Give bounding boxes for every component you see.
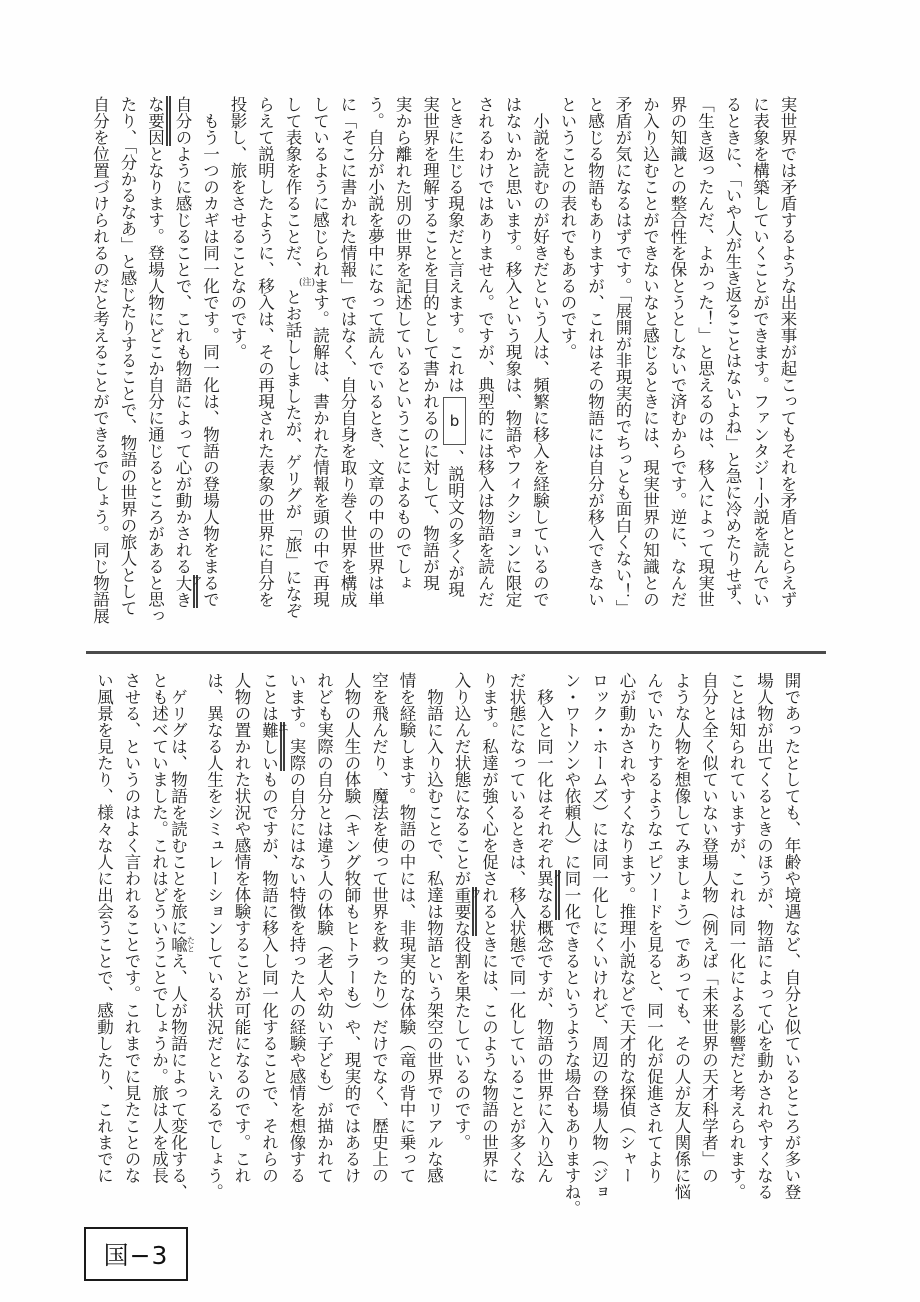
furigana-ruby: 喩 たと bbox=[168, 936, 196, 953]
underlined-text: 重要な bbox=[452, 887, 477, 937]
text-column: 情を経験します。物語の中には、非現実的な体験（竜の背中に乗って bbox=[397, 672, 416, 1184]
divider-line bbox=[86, 651, 826, 654]
text-column: 実から離れた別の世界を記述しているということによるものでしょ bbox=[393, 96, 412, 591]
blank-box-b: b bbox=[443, 397, 466, 445]
underlined-text: 大き bbox=[173, 575, 198, 608]
text-column: 矛盾が気になるはずです。「展開が非現実的でちっとも面白くない！」 bbox=[613, 96, 632, 616]
text-column: 移入と同一化はそれぞれイ異なる概念ですが、物語の世界に入り込ん bbox=[534, 672, 565, 1184]
text-column: 空を飛んだり、魔法を使って世界を救ったり）だけでなく、歴史上の bbox=[369, 672, 389, 1184]
text-column: もう一つのカギは同一化です。同一化は、物語の登場人物をまるで bbox=[200, 96, 220, 608]
text-column: 自分のように感じることで、これも物語によって心が動かされるア大き bbox=[173, 96, 203, 608]
text-column: 入り込んだ状態になることがウ重要な役割を果たしているのです。 bbox=[452, 672, 482, 1151]
text-column: させる、というのはよく言われることです。これまでに見たことのな bbox=[122, 672, 141, 1184]
text-column: ということの表れでもあるのです。 bbox=[558, 96, 577, 360]
text-column: ン・ワトソンや依頼人）に同一化できるというような場合もありますね。 bbox=[562, 672, 581, 1217]
text-column: 物語に入り込むことで、私達は物語という架空の世界でリアルな感 bbox=[424, 672, 444, 1184]
text-column: は、異なる人生をシミュレーションしている状況だといえるでしょう。 bbox=[204, 672, 224, 1200]
underlined-text: 難しい bbox=[260, 722, 285, 772]
text-column: 心が動かされやすくなります。推理小説などで天才的な探偵（シャー bbox=[617, 672, 636, 1184]
text-column: ような人物を想像してみましょう）であっても、その人が友人関係に悩 bbox=[672, 672, 691, 1200]
text-column: ときに生じる現象だと言えます。これはb、説明文の多くが現 bbox=[449, 96, 466, 648]
text-column: と感じる物語もありますが、これはその物語には自分が移入できない bbox=[585, 96, 605, 608]
text-column: 人物の人生の体験（キング牧師もヒトラーも）や、現実的ではあるけ bbox=[342, 672, 361, 1184]
page-number-label: 国−3 bbox=[103, 1241, 169, 1270]
text-column: ゲリグは、物語を読むことを旅に喩 たとえ、人が物語によって変化する、 bbox=[168, 672, 196, 1200]
text-column: ことは知られていますが、これは同一化による影響だと考えられます。 bbox=[727, 672, 746, 1200]
text-column: い風景を見たり、様々な人に出会うことで、感動したり、これまでに bbox=[94, 672, 114, 1184]
text-column: か入り込むことができないなと感じるときには、現実世界の知識との bbox=[640, 96, 660, 608]
text-column: しているように感じられます。読解は、書かれた情報を頭の中で再現 bbox=[310, 96, 330, 608]
text-column: 人物の置かれた状況や感情を体験することが可能になるのです。これ bbox=[232, 672, 251, 1184]
text-column: して表象を作ることだ、(注)とお話ししましたが、ゲリグが「旅」になぞ bbox=[283, 96, 316, 619]
text-block-bottom bbox=[96, 672, 801, 1220]
text-column: ロック・ホームズ）には同一化しにくいけれど、周辺の登場人物（ジョ bbox=[589, 672, 609, 1200]
text-column: う。自分が小説を夢中になって読んでいるとき、文章の中の世界は単 bbox=[365, 96, 385, 608]
text-column: 投影し、旅をさせることなのです。 bbox=[228, 96, 247, 360]
text-column: されるわけではありません。ですが、典型的には移入は物語を読んだ bbox=[475, 96, 495, 608]
text-column: とも述べていました。これはどういうことでしょうか。旅は人を成長 bbox=[149, 672, 169, 1184]
text-column: 場人物が出てくるときのほうが、物語によって心を動かされやすくなる bbox=[754, 672, 774, 1200]
text-column: 実世界を理解することを目的として書かれるのに対して、物語が現 bbox=[420, 96, 440, 591]
text-column: 実世界では矛盾するような出来事が起こってもそれを矛盾ととらえず bbox=[778, 96, 797, 608]
text-column: 「生き返ったんだ、よかった！」と思えるのは、移入によって現実世 bbox=[695, 96, 715, 608]
underlined-text: 異なる bbox=[535, 870, 560, 920]
text-column: います。実際の自分にはない特徴を持った人の経験や感情を想像する bbox=[287, 672, 306, 1184]
text-column: るときに、「いや人が生き返ることはないよね」と急に冷めたりせず、 bbox=[723, 96, 742, 616]
text-column: らえて説明したように、移入は、その再現された表象の世界に自分を bbox=[255, 96, 275, 608]
text-column: はないかと思います。移入という現象は、物語やフィクションに限定 bbox=[503, 96, 522, 608]
text-column: れども実際の自分とは違う人の体験（老人や幼い子ども）が描かれて bbox=[314, 672, 334, 1184]
text-column: だ状態になっているときは、移入状態で同一化していることが多くな bbox=[507, 672, 526, 1184]
text-column: 開であったとしても、年齢や境遇など、自分と似ているところが多い登 bbox=[782, 672, 801, 1200]
text-column: んでいたりするようなエピソードを見ると、同一化が促進されてより bbox=[644, 672, 664, 1184]
underlined-text: な要因 bbox=[146, 96, 171, 146]
text-column: ります。私達が強く心を促されるときには、このような物語の世界に bbox=[479, 672, 499, 1184]
text-column: 小説を読むのが好きだという人は、頻繁に移入を経験しているので bbox=[530, 96, 550, 608]
text-column: ことはエ難しいものですが、物語に移入し同一化することで、それらの bbox=[259, 672, 290, 1184]
text-column: 自分を位置づけられるのだと考えることができるでしょう。同じ物語展 bbox=[90, 96, 110, 624]
text-column: に「そこに書かれた情報」ではなく、自分自身を取り巻く世界を構成 bbox=[338, 96, 357, 608]
text-column: 界の知識との整合性を保とうとしないで済むからです。逆に、なんだ bbox=[668, 96, 687, 608]
text-column: 自分と全く似ていない登場人物（例えば「未来世界の天才科学者」の bbox=[699, 672, 719, 1184]
text-block-top bbox=[92, 96, 797, 648]
page-number-box bbox=[84, 1227, 188, 1281]
text-column: な要因となります。登場人物にどこか自分に通じるところがあると思っ bbox=[147, 96, 164, 648]
text-column: たり、「分かるなあ」と感じたりすることで、物語の世界の旅人として bbox=[118, 96, 137, 616]
text-column: に表象を構築していくことができます。ファンタジー小説を読んでい bbox=[750, 96, 770, 608]
